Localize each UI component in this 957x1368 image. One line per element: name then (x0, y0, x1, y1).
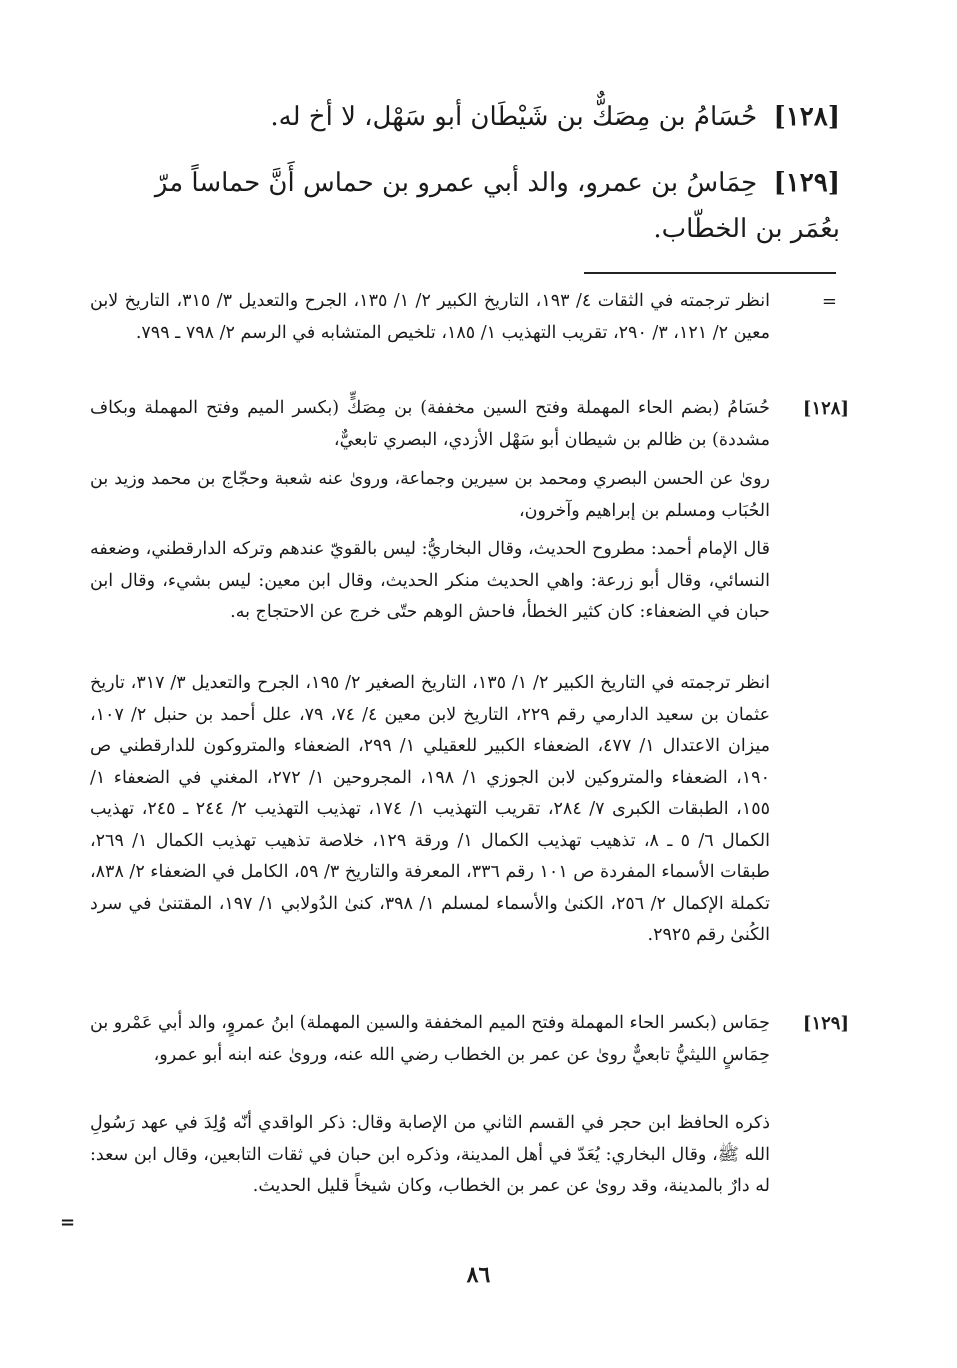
footnote-continuation-text: انظر ترجمته في الثقات ٤/ ١٩٣، التاريخ الكبير ٢/ ١/ ١٣٥، الجرح والتعديل ٣/ ٣١٥، التاريخ لابن معين ٢/ ١٢١، ٣/ ٢٩٠، تقريب التهذيب ١/ ١٨٥، تلخيص المتشابه في الرسم ٢/ ٧٩٨ ـ ٧٩٩. (90, 291, 770, 343)
footnote-continues-marker: = (60, 1212, 76, 1233)
entry-128-number: [١٢٨] (773, 102, 840, 132)
footnote-continuation-marker: = (821, 291, 837, 312)
footnote-128-references: انظر ترجمته في التاريخ الكبير ٢/ ١/ ١٣٥، التاريخ الصغير ٢/ ١٩٥، الجرح والتعديل ٣/ ٣١٧، تاريخ عثمان بن سعيد الدارمي رقم ٢٢٩، التاريخ لابن معين ٤/ ٧٤، ٧٩، علل أحمد بن حنبل ٢/ ١٠٧، ميزان الاعتدال ١/ ٤٧٧، الضعفاء الكبير للعقيلي ١/ ٢٩٩، الضعفاء والمتروكون للدارقطني ص ١٩٠، الضعفاء والمتروكين لابن الجوزي ١/ ١٩٨، المجروحين ١/ ٢٧٢، المغني في الضعفاء ١/ ١٥٥، الطبقات الكبرى ٧/ ٢٨٤، تقريب التهذيب ١/ ١٧٤، تهذيب التهذيب ٢/ ٢٤٤ ـ ٢٤٥، تهذيب الكمال ٦/ ٥ ـ ٨، تذهيب تهذيب الكمال ١/ ورقة ١٢٩، خلاصة تذهيب تهذيب الكمال ١/ ٢٦٩، طبقات الأسماء المفردة ص ١٠١ رقم ٣٣٦، المعرفة والتاريخ ٣/ ٥٩، الكامل في الضعفاء ٢/ ٨٣٨، تكملة الإكمال ٢/ ٢٥٦، الكنىٰ والأسماء لمسلم ١/ ٣٩٨، كنىٰ الدُولابي ١/ ١٩٧، المقتنىٰ في سرد الكُنىٰ رقم ٢٩٢٥. (90, 673, 771, 945)
footnote-128-paragraph-3: قال الإمام أحمد: مطروح الحديث، وقال البخاريُّ: ليس بالقويّ عندهم وتركه الدارقطني، وضعفه النسائي، وقال أبو زرعة: واهي الحديث منكر الحديث، وقال ابن معين: ليس بشيء، وقال ابن حبان في الضعفاء: كان كثير الخطأ، فاحش الوهم حتّى خرج عن الاحتجاج به. (90, 539, 770, 622)
footnote-129-paragraph-1: حِمَاس (بكسر الحاء المهملة وفتح الميم المخففة والسين المهملة) ابنُ عمروٍ، والد أبي عَمْرو بن حِمَاسٍ الليثيُّ تابعيٌّ روىٰ عن عمر بن الخطاب رضي الله عنه، وروىٰ عنه ابنه أبو عمرو، (90, 1013, 770, 1065)
footnote-separator (584, 272, 836, 274)
footnote-129-paragraph-2: ذكره الحافظ ابن حجر في القسم الثاني من الإصابة وقال: ذكر الواقدي أنّه وُلِدَ في عهد رَسُولِ الله ﷺ، وقال البخاري: يُعَدّ في أهل المدينة، وذكره ابن حبان في ثقات التابعين، وقال ابن سعد: له دارٌ بالمدينة، وقد روىٰ عن عمر بن الخطاب، وكان شيخاً قليل الحديث. (90, 1113, 770, 1196)
entry-129-text: حِمَاسُ بن عمرو، والد أبي عمرو بن حماس أَنَّ حماساً مرّ بعُمَر بن الخطّاب. (154, 168, 840, 244)
entry-129 (120, 160, 840, 252)
entry-128 (120, 94, 840, 140)
footnote-128-marker: [١٢٨] (802, 398, 849, 419)
footnote-128-paragraph-2: روىٰ عن الحسن البصري ومحمد بن سيرين وجماعة، وروىٰ عنه شعبة وحجّاج بن محمد وزيد بن الحُبَاب ومسلم بن إبراهيم وآخرون، (90, 469, 770, 521)
entry-129-number: [١٢٩] (773, 168, 840, 198)
footnote-129-marker: [١٢٩] (802, 1013, 849, 1034)
page-number: ٨٦ (466, 1262, 491, 1288)
entry-128-text: حُسَامُ بن مِصَكٌّ بن شَيْطَان أبو سَهْل، لا أخ له. (270, 102, 758, 132)
footnote-128-paragraph-1: حُسَامُ (بضم الحاء المهملة وفتح السين مخففة) بن مِصَكٍّ (بكسر الميم وفتح المهملة وبكاف مشددة) بن ظالم بن شيطان أبو سَهْل الأزدي، البصري تابعيٌّ، (90, 398, 770, 450)
